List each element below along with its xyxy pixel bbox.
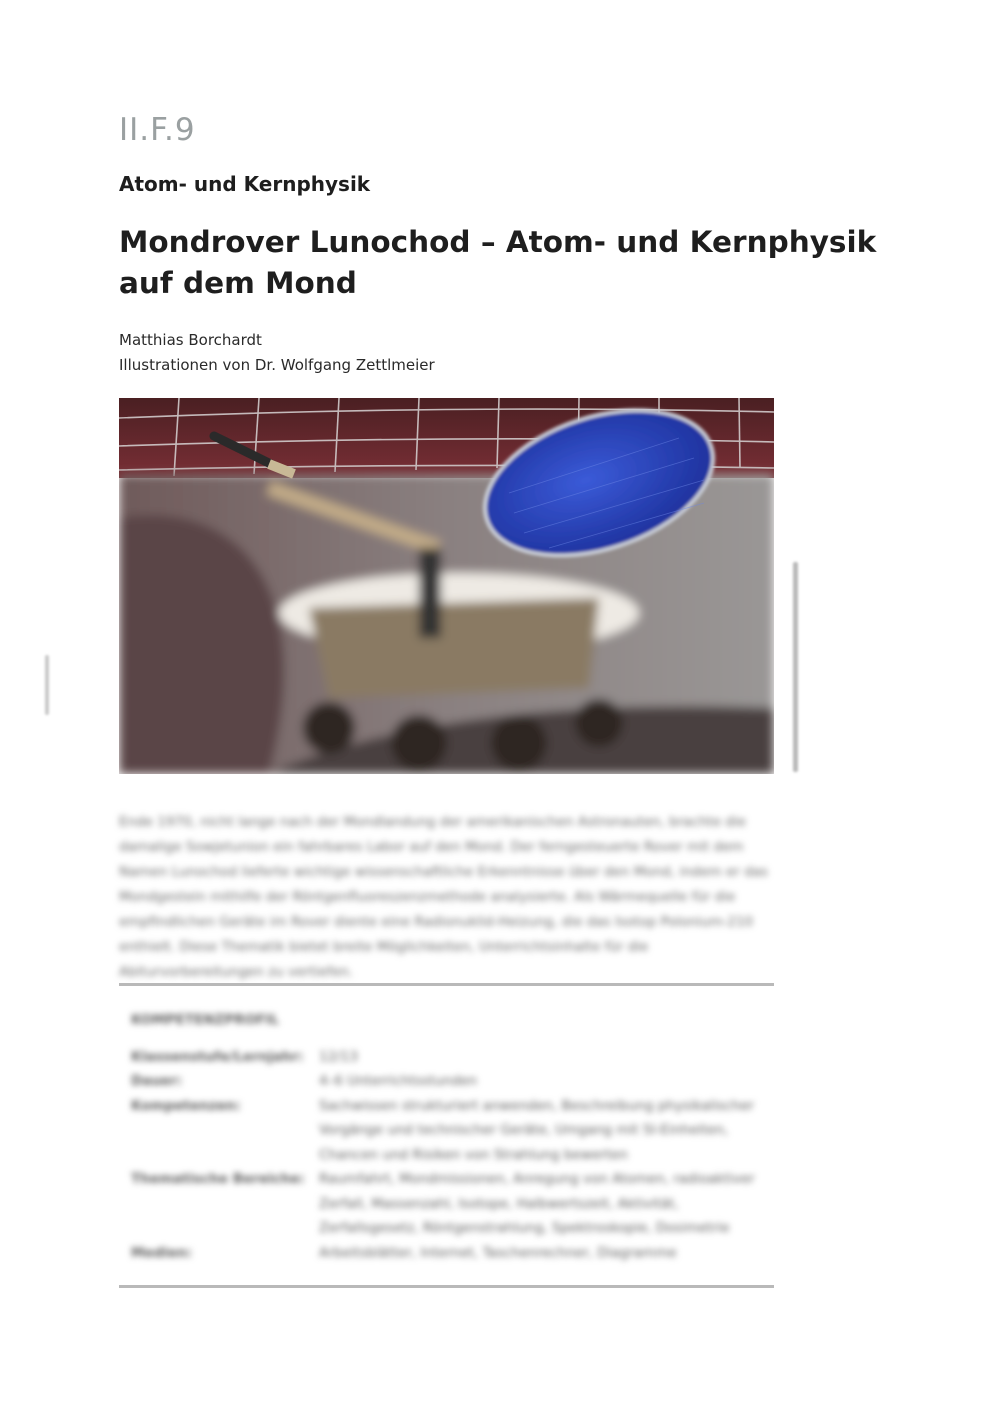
- profile-top-divider: [119, 983, 774, 986]
- intro-paragraph: Ende 1970, nicht lange nach der Mondlandung der amerikanischen Astronauten, brachte die damalige Sowjetunion ein fahrbares Labor auf den Mond. Der ferngesteuerte Rover mit dem Namen Lunochod lieferte wichtige wissenschaftliche Erkenntnisse über den Mond, indem er das Mondgestein mithilfe der Röntgenfluoreszenzmethode analysierte. Als Wärmequelle für die empfindlichen Geräte im Rover diente eine Radionuklid-Heizung, die das Isotop Polonium-210 enthielt. Diese Thematik bietet breite Möglichkeiten, Unterrichtsinhalte für die Abiturvorbereitungen zu vertiefen.: [119, 814, 768, 980]
- profile-value: 12/13: [319, 1048, 358, 1065]
- page-title-line-1: Mondrover Lunochod – Atom- und Kernphysik: [119, 225, 877, 259]
- profile-row: [131, 1045, 761, 1070]
- profile-value: Raumfahrt, Mondmissionen, Anregung von Atomen, radioaktiver Zerfall, Massenzahl, Isotope, Halbwertszeit, Aktivität, Zerfallsgesetz, Röntgenstrahlung, Spektroskopie, Dosimetrie: [319, 1171, 755, 1236]
- profile-label: Medien:: [131, 1244, 193, 1261]
- profile-value: Arbeitsblätter, Internet, Taschenrechner, Diagramme: [319, 1244, 677, 1261]
- author-name: Matthias Borchardt: [119, 331, 262, 349]
- unit-code: II.F.9: [119, 112, 196, 148]
- profile-row: [131, 1069, 761, 1094]
- profile-value: Sachwissen strukturiert anwenden, Beschreibung physikalischer Vorgänge und technischer Geräte, Umgang mit SI-Einheiten, Chancen und Risiken von Strahlung bewerten: [319, 1097, 754, 1163]
- profile-row: [131, 1167, 761, 1241]
- copyright-sidenote: [40, 655, 54, 715]
- page-title: [119, 222, 877, 304]
- profile-bottom-divider: [119, 1285, 774, 1288]
- profile-label: Klassenstufe/Lernjahr:: [131, 1048, 304, 1065]
- profile-label: Thematische Bereiche:: [131, 1171, 305, 1187]
- profile-row: [131, 1241, 761, 1266]
- profile-row: [131, 1094, 761, 1168]
- profile-value: 4–6 Unterrichtsstunden: [319, 1073, 478, 1089]
- profile-label: Kompetenzen:: [131, 1097, 241, 1114]
- profile-heading: KOMPETENZPROFIL: [131, 1012, 280, 1028]
- page-title-line-2: auf dem Mond: [119, 266, 357, 300]
- topic-heading: Atom- und Kernphysik: [119, 172, 371, 196]
- photo-credit-sidenote: [789, 562, 803, 772]
- illustrator-credit: Illustrationen von Dr. Wolfgang Zettlmeier: [119, 356, 435, 374]
- competence-profile: [131, 1008, 761, 1265]
- profile-label: Dauer:: [131, 1073, 183, 1089]
- lunokhod-photo: [119, 398, 774, 774]
